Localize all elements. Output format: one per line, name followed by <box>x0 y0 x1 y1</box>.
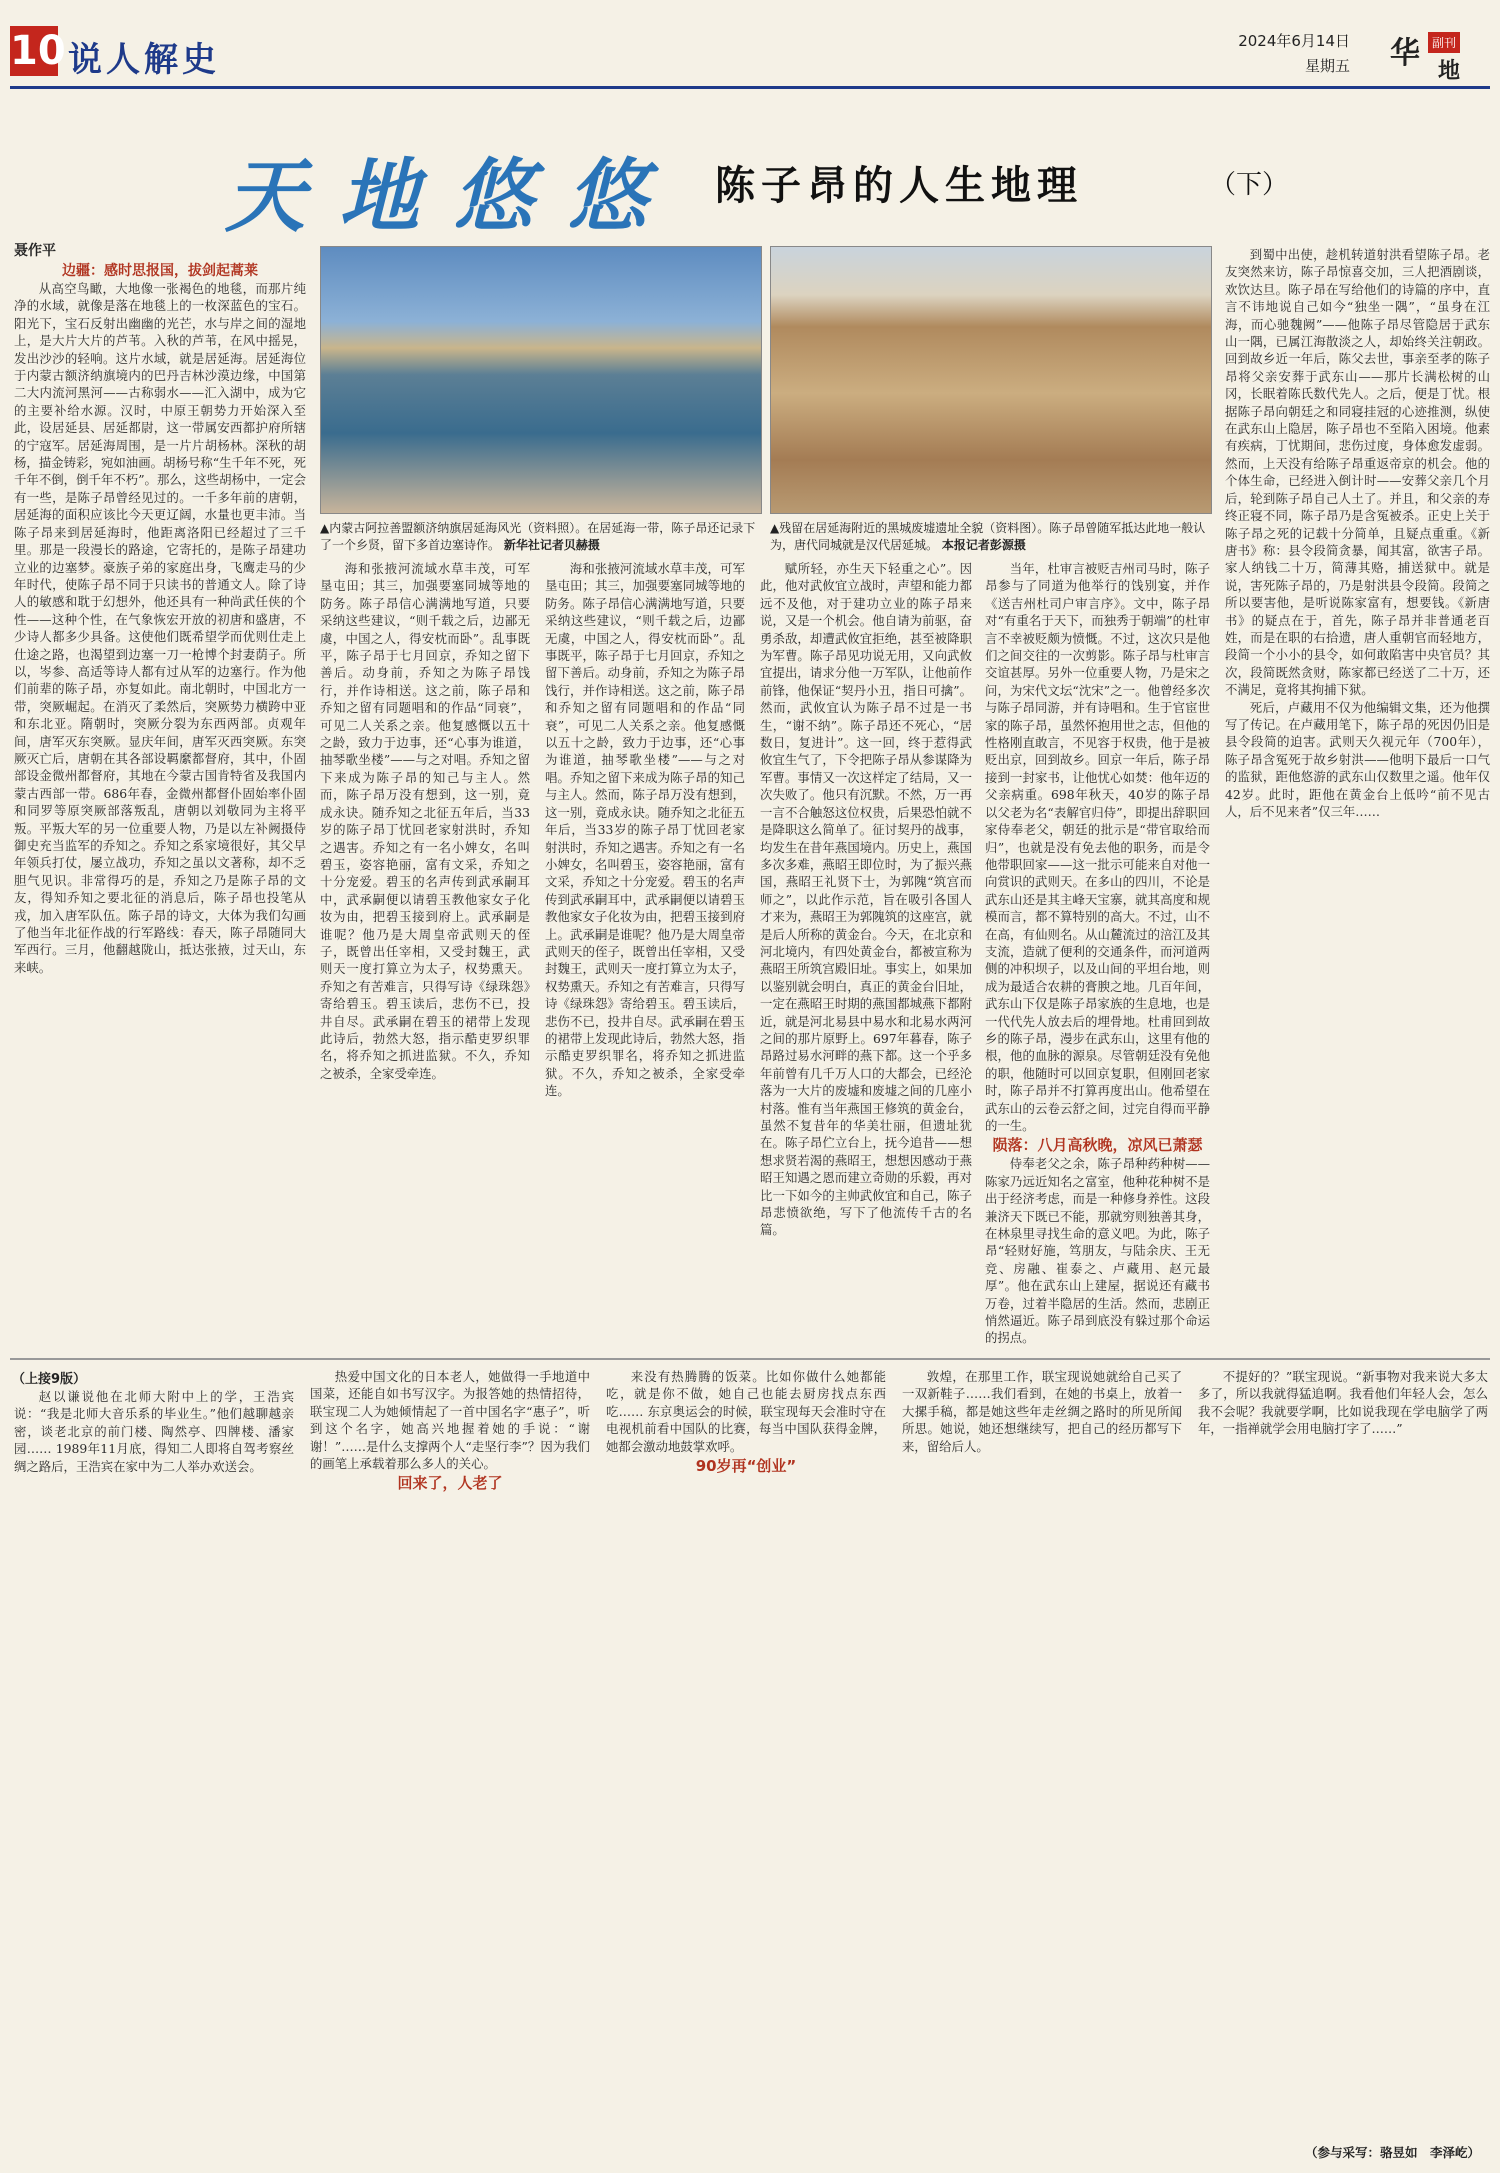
article-title: 天地悠悠 <box>225 149 681 243</box>
issue-date <box>1238 30 1350 80</box>
photo-credit: 新华社记者贝赫摄 <box>503 538 600 552</box>
article-column-5 <box>985 560 1210 1350</box>
column-text: 不提好的？”联宝现说。“新事物对我来说大多太多了，所以我就得猛追啊。我看他们年轻人会，怎么我不会呢？我就要学啊，比如说我现在学电脑学了两年，一指禅就学会用电脑打字了……” <box>1198 1369 1488 1437</box>
subsection-heading: 回来了，人老了 <box>397 1474 503 1493</box>
article-part: （下） <box>1210 170 1289 200</box>
column-text: 来没有热腾腾的饭菜。比如你做什么她都能吃，就是你不做，她自己也能去厨房找点东西吃…… 东京奥运会的时候，联宝现每天会准时守在电视机前看中国队的比赛，每当中国队获得金牌，她都会激动地鼓掌欢呼。 <box>606 1369 886 1454</box>
newspaper-logo-sub: 地 <box>1437 58 1460 84</box>
page-number: 10 <box>10 28 66 74</box>
continued-label: （上接9版） <box>12 1372 87 1387</box>
header-rule <box>10 86 1490 89</box>
column-text: 到蜀中出使，趁机转道射洪看望陈子昂。老友突然来访，陈子昂惊喜交加，三人把酒剧谈，欢饮达旦。陈子昂在写给他们的诗篇的序中，直言不讳地说自己如今“独坐一隅”，“虽身在江海，而心驰魏阙”——他陈子昂尽管隐居于武东山一隅，已属江海散淡之人，却始终关注朝政。回到故乡近一年后，陈父去世，事亲至孝的陈子昂将父亲安葬于武东山——那片长满松树的山冈，长眠着陈氏数代先人。之后，便是丁忧。根据陈子昂向朝廷之和同寝挂冠的心迹推测，纵使在武东山上隐居，陈子昂也不至陷入困境。他素有疾病，丁忧期间，悲伤过度，身体愈发虚弱。然而，上天没有给陈子昂重返帝京的机会。他的个体生命，已经进入倒计时——安葬父亲几个月后，轮到陈子昂自己人土了。并且，和父亲的寿终正寝不同，陈子昂乃是含冤被杀。正史上关于陈子昂之死的记载十分简单，且疑点重重。《新唐书》称：县令段简贪暴，闻其富，欲害子昂。家人纳钱二十万，简薄其赂，捕送狱中。就是说，害死陈子昂的，乃是射洪县令段简。段简之所以要害他，是听说陈家富有，想要钱。《新唐书》的疑点在于，首先，陈子昂并非普通老百姓，而是在职的右拾遗，唐人重朝官而轻地方，段简一个小小的县令，如何敢陷害中央官员？其次，段简既然贪财，陈家都已经送了二十万，还不满足，竟将其拘捕下狱。 <box>1225 247 1490 698</box>
photo-caption-1 <box>320 520 760 554</box>
column-text: 海和张掖河流域水草丰茂，可军垦屯田；其三，加强要塞同城等地的防务。陈子昂信心满满地写道，只要采纳这些建议，“则千载之后，边鄙无虞，中国之人，得安枕而卧”。乱事既平，陈子昂于七月回京，乔知之留下善后。动身前，乔知之为陈子昂饯行，并作诗相送。这之前，陈子昂和乔知之留有同题唱和的作品“同衰”，可见二人关系之亲。他复感慨以五十之龄，致力于边事，还“心事为谁道，抽琴歌坐楼”——与之对唱。乔知之留下来成为陈子昂的知己与主人。然而，陈子昂万没有想到，这一别，竟成永诀。随乔知之北征五年后，当33岁的陈子昂丁忧回老家射洪时，乔知之遇害。乔知之有一名小婢女，名叫碧玉，姿容艳丽，富有文采，乔知之十分宠爱。碧玉的名声传到武承嗣耳中，武承嗣便以请碧玉教他家女子化妆为由，把碧玉接到府上。武承嗣是谁呢？他乃是大周皇帝武则天的侄子，既曾出任宰相，又受封魏王，武则天一度打算立为太子，权势熏天。乔知之有苦难言，只得写诗《绿珠怨》寄给碧玉。碧玉读后，悲伤不已，投井自尽。武承嗣在碧玉的裙带上发现此诗后，勃然大怒，指示酷吏罗织罪名，将乔知之抓进监狱。不久，乔知之被杀，全家受牵连。 <box>320 561 530 1081</box>
column-text: 赋所轻，亦生天下轻重之心”。因此，他对武攸宜立战时，声望和能力都远不及他，对于建功立业的陈子昂来说，又是一个机会。他自请为前驱，奋勇杀敌，却遭武攸宜拒绝，甚至被降职为军曹。陈子昂见功说无用，又向武攸宜提出，请求分他一万军队，让他前作前锋，他保证“契丹小丑，指日可擒”。然而，武攸宜认为陈子昂不过是一书生，“谢不纳”。陈子昂还不死心，“居数日，复进计”。这一回，终于惹得武攸宜生气了，下令把陈子昂从参谋降为军曹。事情又一次这样定了结局，又一次失败了。他只有沉默。不然，万一再一言不合触怒这位权贵，后果恐怕就不是降职这么简单了。征讨契丹的战事，均发生在昔年燕国境内。历史上，燕国多次多难，燕昭王即位时，为了振兴燕国，燕昭王礼贤下士，为郭隗“筑宫而师之”，以此作示范，旨在吸引各国人才来为，燕昭王为郭隗筑的这座宫，就是后人所称的黄金台。今天，在北京和河北境内，有四处黄金台，都被宣称为燕昭王所筑宫殿旧址。事实上，如果加以鉴别就会明白，真正的黄金台旧址，一定在燕昭王时期的燕国都城燕下都附近，就是河北易县中易水和北易水两河之间的那片原野上。697年暮春，陈子昂路过易水河畔的燕下都。这一个乎多年前曾有几千万人口的大都会，已经沦落为一大片的废墟和废墟之间的几座小村落。惟有当年燕国王修筑的黄金台，虽然不复昔年的华美壮丽，但遗址犹在。陈子昂伫立台上，抚今追昔——想想求贤若渴的燕昭王，想想因感动于燕昭王知遇之恩而建立奇勋的乐毅，再对比一下如今的主帅武攸宜和自己，陈子昂悲愤欲绝，写下了他流传千古的名篇。 <box>760 561 972 1238</box>
section-divider <box>10 1358 1490 1360</box>
section-heading: 边疆：感时思报国，拔剑起蒿莱 <box>62 263 258 279</box>
reporting-credit: （参与采写：骆昱如 李泽屹） <box>1304 2145 1480 2160</box>
weekday-text: 星期五 <box>1304 57 1350 75</box>
section-heading: 陨落：八月高秋晚，凉风已萧瑟 <box>992 1136 1203 1155</box>
column-text: 海和张掖河流域水草丰茂，可军垦屯田；其三，加强要塞同城等地的防务。陈子昂信心满满地写道，只要采纳这些建议，“则千载之后，边鄙无虞，中国之人，得安枕而卧”。乱事既平，陈子昂于七月回京，乔知之留下善后。动身前，乔知之为陈子昂饯行，并作诗相送。这之前，陈子昂和乔知之留有同题唱和的作品“同衰”，可见二人关系之亲。他复感慨以五十之龄，致力于边事，还“心事为谁道，抽琴歌坐楼”——与之对唱。乔知之留下来成为陈子昂的知己与主人。然而，陈子昂万没有想到，这一别，竟成永诀。随乔知之北征五年后，当33岁的陈子昂丁忧回老家射洪时，乔知之遇害。乔知之有一名小婢女，名叫碧玉，姿容艳丽，富有文采，乔知之十分宠爱。碧玉的名声传到武承嗣耳中，武承嗣便以请碧玉教他家女子化妆为由，把碧玉接到府上。武承嗣是谁呢？他乃是大周皇帝武则天的侄子，既曾出任宰相，又受封魏王，武则天一度打算立为太子，权势熏天。乔知之有苦难言，只得写诗《绿珠怨》寄给碧玉。碧玉读后，悲伤不已，投井自尽。武承嗣在碧玉的裙带上发现此诗后，勃然大怒，指示酷吏罗织罪名，将乔知之抓进监狱。不久，乔知之被杀，全家受牵连。 <box>545 561 745 1099</box>
bottom-column-5 <box>1198 1368 1488 2138</box>
column-text: 侍奉老父之余，陈子昂种药种树——陈家乃远近知名之富室，他种花种树不是出于经济考虑，而是一种修身养性。这段兼济天下既已不能，那就穷则独善其身，在林泉里寻找生命的意义吧。为此，陈子昂“轻财好施，笃朋友，与陆余庆、王无竞、房融、崔泰之、卢藏用、赵元最厚”。他在武东山上建屋，据说还有藏书万卷，过着半隐居的生活。然而，悲剧正悄然逼近。陈子昂到底没有躲过那个命运的拐点。 <box>985 1156 1210 1346</box>
article-column-4 <box>760 560 972 1350</box>
black-city-ruins-photo <box>770 246 1212 514</box>
date-text: 2024年6月14日 <box>1238 32 1350 50</box>
juyan-lake-photo <box>320 246 762 514</box>
bottom-column-4 <box>902 1368 1182 2148</box>
column-text: 赵以谦说他在北师大附中上的学，王浩宾说：“我是北师大音乐系的毕业生。”他们越聊越亲密，谈老北京的前门楼、陶然亭、四牌楼、潘家园…… 1989年11月底，得知二人即将自驾考察丝绸之路后，王浩宾在家中为二人举办欢送会。 <box>14 1389 294 1474</box>
column-text: 当年，杜审言被贬吉州司马时，陈子昂参与了同道为他举行的饯别宴，并作《送吉州杜司户审言序》。文中，陈子昂对“有重名于天下，而独秀于朝端”的杜审言不幸被贬颇为愤慨。不过，这次只是他们之间交往的一次剪影。陈子昂与杜审言交谊甚厚。另外一位重要人物，乃是宋之问，为宋代文坛“沈宋”之一。他曾经多次与陈子昂同游，并有诗唱和。生于官宦世家的陈子昂，虽然怀抱用世之志，但他的性格刚直敢言，不见容于权贵，他于是被贬出京，回到故乡。回京一年后，陈子昂接到一封家书，让他忧心如焚：他年迈的父亲病重。698年秋天，40岁的陈子昂以父老为名“表解官归侍”，即提出辞职回家侍奉老父，朝廷的批示是“带官取给而归”，也就是没有免去他的职务，而是令他带职回家——这一批示可能来自对他一向赏识的武则天。在多山的四川，不论是武东山还是其主峰天宝寨，就其高度和规模而言，都不算特别的高大。不过，山不在高，有仙则名。从山麓流过的涪江及其支流，造就了便利的交通条件，而河道两侧的冲积坝子，以及山间的平坦台地，则成为最适合农耕的膏腴之地。几百年间，武东山下仅是陈子昂家族的生息地，也是一代代先人放去后的埋骨地。杜甫回到故乡的陈子昂，漫步在武东山，这里有他的根，他的血脉的源泉。尽管朝廷没有免他的职，他随时可以回京复职，但刚回老家时，陈子昂并不打算再度出山。他希望在武东山的云卷云舒之间，过完自得而平静的一生。 <box>985 561 1210 1133</box>
caption-text: ▲内蒙古阿拉善盟额济纳旗居延海风光（资料照）。在居延海一带，陈子昂还记录下了一个乡贤，留下多首边塞诗作。 <box>320 521 756 552</box>
subsection-heading: 90岁再“创业” <box>695 1457 797 1476</box>
photo-credit: 本报记者彭源摄 <box>941 538 1026 552</box>
section-title: 说人解史 <box>68 40 220 80</box>
caption-text: ▲残留在居延海附近的黑城废墟遗址全貌（资料图）。陈子昂曾随军抵达此地一般认为，唐代同城就是汉代居延城。 <box>770 521 1206 552</box>
article-column-1 <box>14 260 306 1350</box>
column-text: 死后，卢藏用不仅为他编辑文集，还为他撰写了传记。在卢藏用笔下，陈子昂的死因仍旧是县令段简的迫害。武则天久视元年（700年），陈子昂含冤死于故乡射洪——他明下最后一口气的监狱，距他悠游的武东山仅数里之遥。他年仅42岁。此时，距他在黄金台上低吟“前不见古人，后不见来者”仅三年…… <box>1225 699 1490 819</box>
author-byline: 聂作平 <box>14 243 56 259</box>
column-text: 从高空鸟瞰，大地像一张褐色的地毯，而那片纯净的水域，就像是落在地毯上的一枚深蓝色的宝石。阳光下，宝石反射出幽幽的光芒，水与岸之间的湿地上，是大片大片的芦苇。入秋的芦苇，在风中摇晃，发出沙沙的轻响。这片水域，就是居延海。居延海位于内蒙古额济纳旗境内的巴丹吉林沙漠边缘，中国第二大内流河黑河——古称弱水——汇入湖中，成为它的主要补给水源。汉时，中原王朝势力开始深入至此，设居延县、居延都尉，这一带属安西都护府所辖的宁寇军。居延海周围，是一片片胡杨林。深秋的胡杨，描金铸彩，宛如油画。胡杨号称“生千年不死，死千年不倒，倒千年不朽”。那么，这些胡杨中，一定会有一些，是陈子昂曾经见过的。一千多年前的唐朝，居延海的面积应该比今天更辽阔，水量也更丰沛。当陈子昂来到居延海时，他距离洛阳已经超过了三千里。那是一段漫长的路途，它寄托的，是陈子昂建功立业的边塞梦。豪族子弟的家庭出身，飞鹰走马的少年时代，使陈子昂不同于只读书的普通文人。除了诗人的敏感和耽于幻想外，他还具有一种尚武任侠的个性——这种个性，在气象恢宏开放的初唐和盛唐，不少诗人都多少具备。这使他们既希望学而优则仕走上仕途之路，也渴望到边塞一刀一枪博个封妻荫子。所以，岑参、高适等诗人都有过从军的边塞行。作为他们前辈的陈子昂，亦复如此。南北朝时，中国北方一带，突厥崛起。在消灭了柔然后，突厥势力横跨中亚和东北亚。隋朝时，突厥分裂为东西两部。贞观年间，唐军灭东突厥。显庆年间，唐军灭西突厥。东突厥灭亡后，唐朝在其各部设羁縻都督府，其中，仆固部设金微州都督府，其地在今蒙古国肯特省及我国内蒙古西部一带。686年春，金微州都督仆固始率仆固和同罗等原突厥部落叛乱，唐朝以刘敬同为主将平叛。平叛大军的另一位重要人物，乃是以左补阙摄侍御史充当监军的乔知之。乔知之系家境很好，其父早年领兵打仗，屡立战功，乔知之虽以文著称，却不乏胆气见识。非常得巧的是，乔知之乃是陈子昂的文友，得知乔知之要北征的消息后，陈子昂也投笔从戎，加入唐军队伍。陈子昂的诗文，大体为我们勾画了他当年北征作战的行军路线：春天，陈子昂随同大军西行。三月，他翻越陇山，抵达张掖，过天山，东来峡。 <box>14 281 306 975</box>
column-text: 热爱中国文化的日本老人，她做得一手地道中国菜，还能自如书写汉字。为报答她的热情招待，联宝现二人为她倾情起了一首中国名字“惠子”，听到这个名字，她高兴地握着她的手说：“谢谢！”……是什么支撑两个人“走坚行李”？因为我们的画笔上承载着那么多人的关心。 <box>310 1369 590 1472</box>
supplement-badge: 副刊 <box>1428 32 1460 53</box>
article-subtitle: 陈子昂的人生地理 <box>715 163 1083 209</box>
bottom-column-2 <box>310 1368 590 2148</box>
bottom-column-3 <box>606 1368 886 2148</box>
article-column-6 <box>1225 246 1490 1350</box>
article-column-2 <box>320 560 530 1350</box>
column-text: 敦煌，在那里工作，联宝现说她就给自己买了一双新鞋子……我们看到，在她的书桌上，放着一大摞手稿，都是她这些年走丝绸之路时的所见所闻所思。她说，她还想继续写，把自己的经历都写下来，留给后人。 <box>902 1369 1182 1454</box>
photo-caption-2 <box>770 520 1210 554</box>
newspaper-logo: 华 <box>1390 36 1420 71</box>
bottom-column-1 <box>14 1388 294 2148</box>
article-column-3 <box>545 560 745 1350</box>
